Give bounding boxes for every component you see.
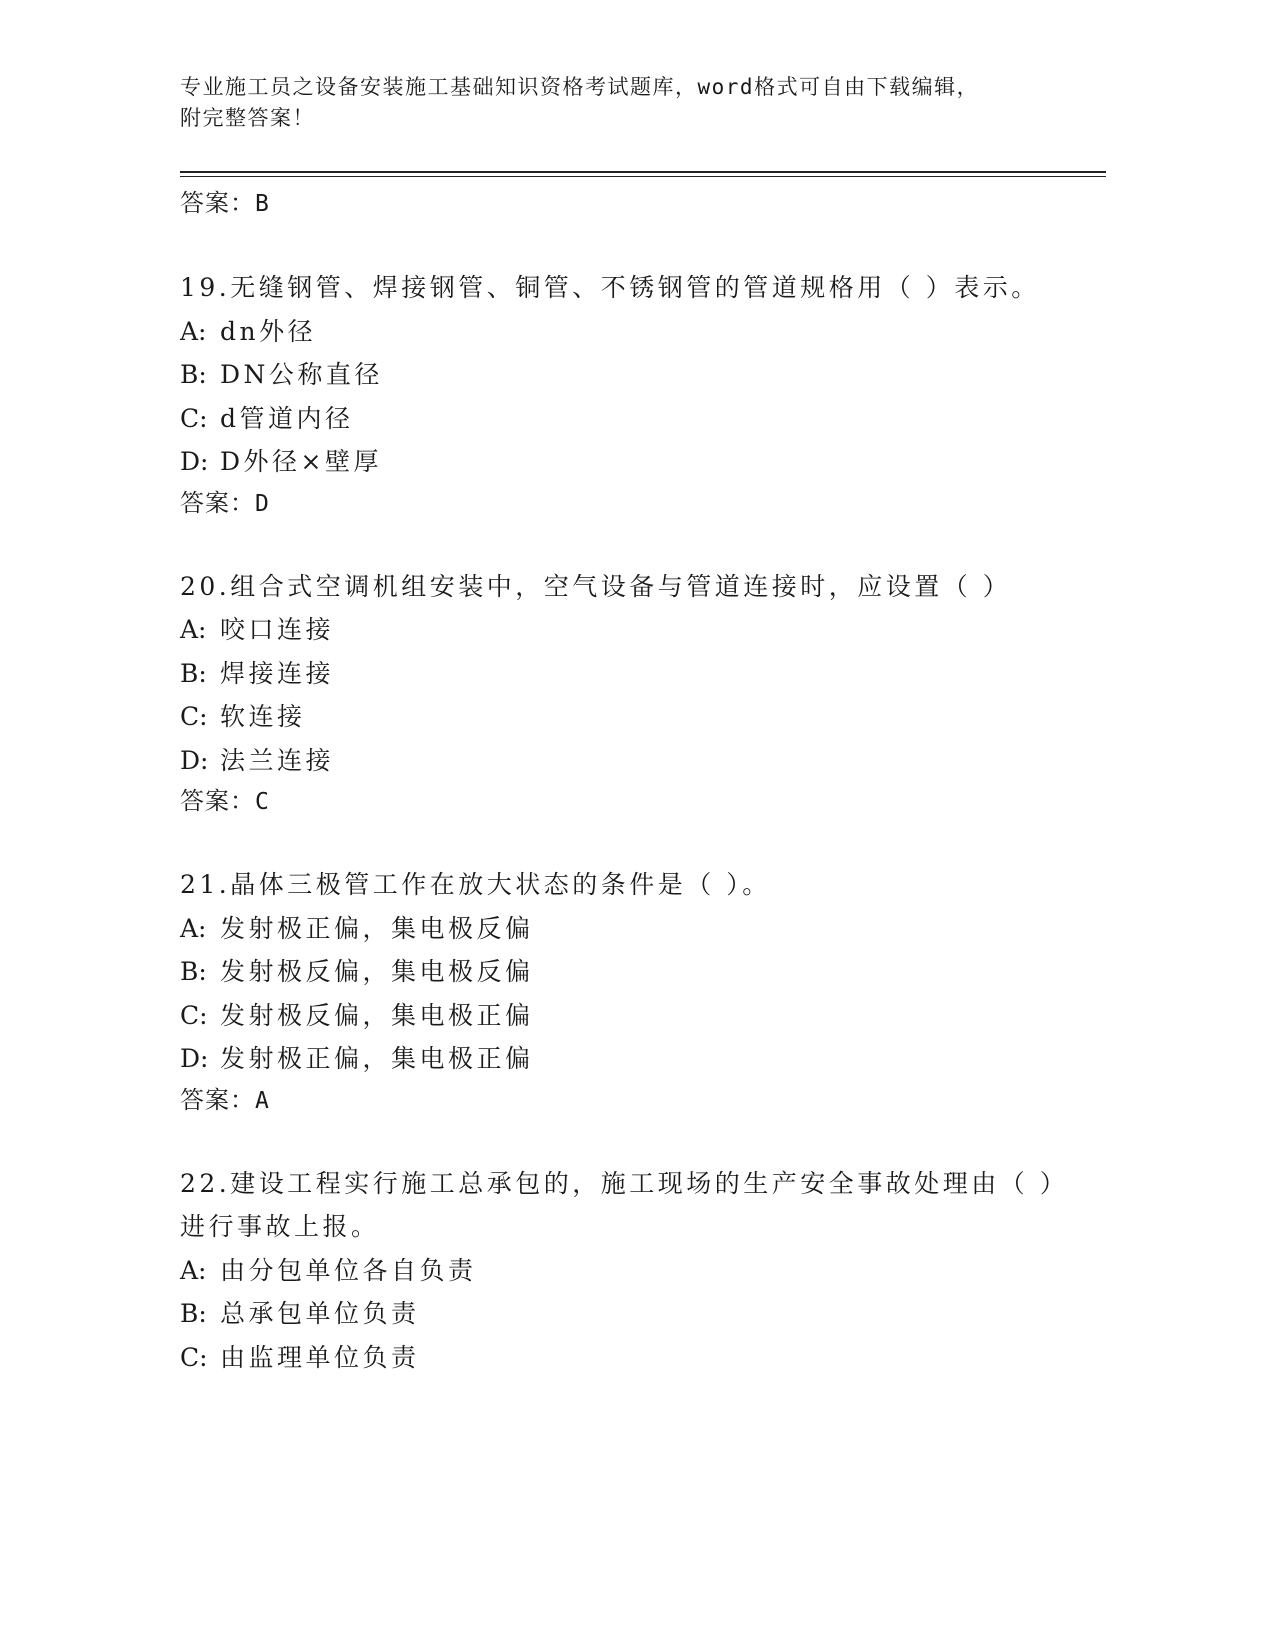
answer-line: [180, 782, 1060, 820]
answer-value: C: [255, 789, 270, 815]
header-divider: [180, 171, 1106, 177]
question-item: [180, 565, 1060, 821]
option-letter: A:: [180, 316, 207, 346]
option-letter: B:: [180, 1299, 207, 1328]
answer-value: B: [255, 191, 270, 217]
answer-option: [180, 907, 1060, 951]
option-letter: A:: [180, 913, 207, 943]
option-text: D外径×壁厚: [220, 447, 382, 476]
answer-option: [180, 1249, 1060, 1293]
option-letter: D:: [180, 447, 209, 476]
answer-option: [180, 994, 1060, 1038]
answer-line: [180, 1081, 1060, 1119]
question-item: [180, 1162, 1060, 1380]
option-letter: B:: [180, 360, 207, 389]
answer-value: D: [255, 490, 270, 517]
answer-option: [180, 1292, 1060, 1336]
option-letter: A:: [180, 1255, 207, 1285]
answer-line: [180, 184, 270, 222]
option-letter: A:: [180, 615, 207, 644]
answer-option: [180, 739, 1060, 783]
answer-value: A: [255, 1087, 270, 1114]
option-letter: B:: [180, 957, 207, 986]
option-letter: C:: [180, 702, 208, 731]
answer-option: [180, 608, 1060, 652]
question-stem: 21.晶体三极管工作在放大状态的条件是（ ）。: [180, 870, 771, 899]
option-text: DN公称直径: [220, 360, 383, 389]
document-header: [180, 72, 1060, 134]
answer-option: [180, 950, 1060, 994]
answer-option: [180, 310, 1060, 354]
option-text: 由监理单位负责: [220, 1342, 420, 1372]
answer-label: 答案：: [180, 488, 255, 517]
answer-option: [180, 1037, 1060, 1081]
header-line-1: 专业施工员之设备安装施工基础知识资格考试题库，word格式可自由下载编辑，: [180, 75, 980, 99]
option-letter: B:: [180, 658, 207, 688]
answer-line: [180, 484, 1060, 522]
option-letter: C:: [180, 1000, 208, 1030]
answer-option: [180, 1336, 1060, 1380]
option-text: 焊接连接: [220, 658, 335, 688]
question-stem: 20.组合式空调机组安装中，空气设备与管道连接时，应设置（ ）: [180, 571, 1012, 601]
option-letter: C:: [180, 403, 208, 433]
option-letter: C:: [180, 1342, 208, 1372]
option-text: 发射极正偏，集电极正偏: [220, 1044, 534, 1073]
option-text: 发射极反偏，集电极反偏: [220, 957, 534, 986]
option-text: d管道内径: [220, 403, 354, 433]
option-letter: D:: [180, 1044, 209, 1073]
answer-option: [180, 695, 1060, 739]
answer-label: 答案：: [180, 1085, 255, 1114]
option-text: 由分包单位各自负责: [220, 1255, 477, 1285]
option-text: dn外径: [220, 316, 317, 346]
answer-option: [180, 353, 1060, 397]
question-item: [180, 863, 1060, 1119]
option-text: 发射极正偏，集电极反偏: [220, 913, 534, 943]
answer-option: [180, 397, 1060, 441]
answer-label: 答案：: [180, 189, 255, 217]
answer-option: [180, 440, 1060, 484]
option-letter: D:: [180, 745, 209, 775]
question-item: [180, 266, 1060, 522]
option-text: 咬口连接: [220, 615, 335, 644]
answer-option: [180, 652, 1060, 696]
option-text: 总承包单位负责: [220, 1299, 420, 1328]
option-text: 软连接: [220, 702, 306, 731]
question-stem: 19.无缝钢管、焊接钢管、铜管、不锈钢管的管道规格用（ ）表示。: [180, 273, 1040, 302]
answer-label: 答案：: [180, 787, 255, 815]
header-line-2: 附完整答案！: [180, 106, 315, 130]
option-text: 发射极反偏，集电极正偏: [220, 1000, 534, 1030]
option-text: 法兰连接: [220, 745, 335, 775]
question-stem: 22.建设工程实行施工总承包的，施工现场的生产安全事故处理由（ ）进行事故上报。: [180, 1168, 1056, 1241]
question-list: [180, 266, 1060, 1422]
